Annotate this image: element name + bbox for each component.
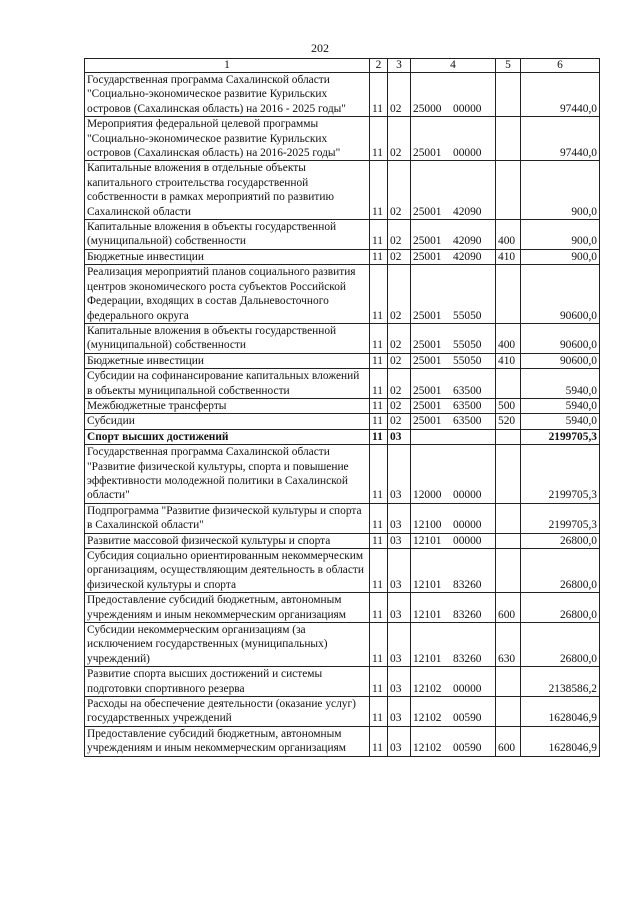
row-subsection-code: 03 [388,697,411,727]
row-target-article [411,249,496,264]
row-subsection-code: 03 [388,429,411,444]
row-name: Субсидии некоммерческим организациям (за исключением государственных (муниципальных) учреждений) [85,623,370,667]
row-subsection-code: 03 [388,549,411,593]
row-subsection-code: 03 [388,593,411,623]
row-subsection-code: 03 [388,623,411,667]
row-subsection-code: 02 [388,398,411,413]
row-target-article-program: 25001 [413,205,442,218]
row-expense-type [496,161,521,220]
table-row [85,249,600,264]
row-subsection-code: 03 [388,667,411,697]
row-section-code: 11 [370,73,388,117]
row-expense-type: 500 [496,398,521,413]
row-section-code: 11 [370,429,388,444]
row-amount: 2199705,3 [521,445,600,504]
row-amount: 1628046,9 [521,697,600,727]
row-amount: 26800,0 [521,623,600,667]
row-target-article [411,549,496,593]
row-amount: 900,0 [521,220,600,250]
row-subsection-code: 02 [388,323,411,353]
row-section-code: 11 [370,414,388,429]
row-name: Реализация мероприятий планов социального развития центров экономического роста субъектов Российской Федерации, входящих в состав Дальневосточного федерального округа [85,265,370,324]
row-name: Субсидии [85,414,370,429]
row-target-article-program: 12102 [413,742,442,755]
row-section-code: 11 [370,265,388,324]
table-row [85,161,600,220]
row-expense-type [496,503,521,533]
row-target-article-program: 25001 [413,399,442,412]
row-target-article [411,429,496,444]
row-target-article-direction: 83260 [453,578,482,591]
row-target-article-direction: 55050 [453,339,482,352]
row-target-article [411,220,496,250]
row-target-article [411,726,496,756]
row-target-article [411,353,496,368]
row-subsection-code: 02 [388,73,411,117]
row-target-article-program: 25001 [413,354,442,367]
row-target-article-program: 12100 [413,519,442,532]
row-amount: 2199705,3 [521,503,600,533]
row-subsection-code: 02 [388,161,411,220]
row-name: Мероприятия федеральной целевой программы "Социально-экономическое развитие Курильских островов (Сахалинская область) на 2016-2025 годы" [85,117,370,161]
row-target-article [411,323,496,353]
row-subsection-code: 02 [388,265,411,324]
row-expense-type: 600 [496,726,521,756]
row-expense-type [496,265,521,324]
row-subsection-code: 02 [388,249,411,264]
row-section-code: 11 [370,503,388,533]
row-section-code: 11 [370,697,388,727]
column-header: 5 [496,59,521,73]
column-header: 6 [521,59,600,73]
row-name: Капитальные вложения в объекты государственной (муниципальной) собственности [85,220,370,250]
row-target-article [411,369,496,399]
row-name: Развитие массовой физической культуры и спорта [85,533,370,548]
row-name: Капитальные вложения в объекты государственной (муниципальной) собственности [85,323,370,353]
row-target-article-program: 12101 [413,608,442,621]
table-row [85,73,600,117]
row-amount: 5940,0 [521,398,600,413]
row-target-article [411,667,496,697]
table-row [85,726,600,756]
table-row [85,353,600,368]
table-row [85,414,600,429]
row-section-code: 11 [370,623,388,667]
row-section-code: 11 [370,593,388,623]
row-section-code: 11 [370,549,388,593]
row-target-article-program: 25001 [413,384,442,397]
table-row [85,503,600,533]
row-target-article [411,533,496,548]
row-subsection-code: 03 [388,533,411,548]
row-target-article-program: 12101 [413,652,442,665]
row-subsection-code: 03 [388,445,411,504]
column-header: 1 [85,59,370,73]
row-target-article-direction: 83260 [453,608,482,621]
row-expense-type [496,73,521,117]
row-expense-type: 400 [496,323,521,353]
row-name: Государственная программа Сахалинской области "Социально-экономическое развитие Курильских островов (Сахалинская область) на 2016 - 2025 годы" [85,73,370,117]
row-target-article-program: 12101 [413,534,442,547]
row-name: Спорт высших достижений [85,429,370,444]
row-target-article-direction: 63500 [453,399,482,412]
row-target-article-direction: 63500 [453,415,482,428]
row-expense-type [496,533,521,548]
table-row [85,429,600,444]
row-target-article-program: 25001 [413,250,442,263]
row-target-article-program: 25001 [413,235,442,248]
row-expense-type [496,667,521,697]
row-target-article-direction: 55050 [453,354,482,367]
table-row [85,445,600,504]
row-section-code: 11 [370,220,388,250]
row-section-code: 11 [370,353,388,368]
table-body [85,59,600,757]
row-target-article [411,445,496,504]
row-section-code: 11 [370,726,388,756]
row-target-article-direction: 00590 [453,712,482,725]
row-name: Бюджетные инвестиции [85,353,370,368]
row-target-article-direction: 63500 [453,384,482,397]
row-amount: 2199705,3 [521,429,600,444]
row-subsection-code: 02 [388,220,411,250]
row-section-code: 11 [370,161,388,220]
row-expense-type: 410 [496,353,521,368]
row-target-article-direction: 00000 [453,489,482,502]
row-amount: 90600,0 [521,265,600,324]
row-section-code: 11 [370,323,388,353]
row-target-article [411,73,496,117]
column-header: 4 [411,59,496,73]
row-name: Субсидия социально ориентированным некоммерческим организациям, осуществляющим деятельность в области физической культуры и спорта [85,549,370,593]
row-amount: 1628046,9 [521,726,600,756]
row-section-code: 11 [370,445,388,504]
table-row [85,533,600,548]
table-row [85,697,600,727]
row-subsection-code: 03 [388,726,411,756]
row-target-article-program: 25000 [413,102,442,115]
table-row [85,667,600,697]
row-name: Предоставление субсидий бюджетным, автономным учреждениям и иным некоммерческим организациям [85,593,370,623]
column-header: 2 [370,59,388,73]
row-amount: 26800,0 [521,549,600,593]
row-target-article [411,265,496,324]
row-subsection-code: 02 [388,414,411,429]
row-name: Субсидии на софинансирование капитальных вложений в объекты муниципальной собственности [85,369,370,399]
row-amount: 97440,0 [521,73,600,117]
table-row [85,398,600,413]
row-amount: 26800,0 [521,533,600,548]
row-target-article-program: 12102 [413,712,442,725]
row-amount: 26800,0 [521,593,600,623]
row-target-article [411,697,496,727]
table-row [85,369,600,399]
row-target-article [411,414,496,429]
row-expense-type: 520 [496,414,521,429]
column-header: 3 [388,59,411,73]
row-target-article [411,503,496,533]
table-row [85,623,600,667]
row-target-article-program: 25001 [413,147,442,160]
row-target-article-program: 25001 [413,309,442,322]
row-target-article-direction: 00000 [453,682,482,695]
row-target-article-program: 12101 [413,578,442,591]
row-expense-type [496,549,521,593]
row-name: Подпрограмма "Развитие физической культуры и спорта в Сахалинской области" [85,503,370,533]
row-expense-type [496,697,521,727]
row-subsection-code: 02 [388,117,411,161]
row-target-article-direction: 00000 [453,534,482,547]
row-target-article-direction: 00000 [453,102,482,115]
row-expense-type: 410 [496,249,521,264]
row-amount: 5940,0 [521,414,600,429]
row-name: Предоставление субсидий бюджетным, автономным учреждениям и иным некоммерческим организациям [85,726,370,756]
row-subsection-code: 03 [388,503,411,533]
row-target-article-program: 12000 [413,489,442,502]
row-section-code: 11 [370,398,388,413]
table-row [85,549,600,593]
row-name: Межбюджетные трансферты [85,398,370,413]
row-amount: 5940,0 [521,369,600,399]
row-target-article-program: 25001 [413,415,442,428]
row-expense-type: 400 [496,220,521,250]
row-section-code: 11 [370,249,388,264]
row-name: Бюджетные инвестиции [85,249,370,264]
row-target-article-direction: 42090 [453,205,482,218]
row-amount: 90600,0 [521,323,600,353]
row-subsection-code: 02 [388,369,411,399]
row-target-article-direction: 83260 [453,652,482,665]
row-subsection-code: 02 [388,353,411,368]
row-expense-type [496,445,521,504]
row-name: Развитие спорта высших достижений и системы подготовки спортивного резерва [85,667,370,697]
table-row [85,593,600,623]
row-name: Капитальные вложения в отдельные объекты капитального строительства государственной собственности в рамках мероприятий по развитию Сахалинской области [85,161,370,220]
row-target-article-direction: 00000 [453,147,482,160]
table-row [85,323,600,353]
row-target-article [411,398,496,413]
row-expense-type [496,429,521,444]
row-amount: 90600,0 [521,353,600,368]
row-section-code: 11 [370,369,388,399]
table-header-row [85,59,600,73]
row-target-article-program: 12102 [413,682,442,695]
row-target-article-direction: 00000 [453,519,482,532]
row-amount: 900,0 [521,249,600,264]
row-target-article-program: 25001 [413,339,442,352]
row-section-code: 11 [370,667,388,697]
table-row [85,117,600,161]
row-expense-type [496,369,521,399]
row-amount: 2138586,2 [521,667,600,697]
row-amount: 97440,0 [521,117,600,161]
row-target-article [411,161,496,220]
row-expense-type [496,117,521,161]
row-expense-type: 630 [496,623,521,667]
row-target-article [411,117,496,161]
table-row [85,220,600,250]
row-section-code: 11 [370,117,388,161]
row-section-code: 11 [370,533,388,548]
row-target-article [411,623,496,667]
row-target-article [411,593,496,623]
budget-table [84,58,600,757]
row-target-article-direction: 42090 [453,235,482,248]
row-expense-type: 600 [496,593,521,623]
row-amount: 900,0 [521,161,600,220]
row-name: Государственная программа Сахалинской области "Развитие физической культуры, спорта и повышение эффективности молодежной политики в Сахалинской области" [85,445,370,504]
row-name: Расходы на обеспечение деятельности (оказание услуг) государственных учреждений [85,697,370,727]
row-target-article-direction: 00590 [453,742,482,755]
row-target-article-direction: 55050 [453,309,482,322]
row-target-article-direction: 42090 [453,250,482,263]
table-row [85,265,600,324]
page-number: 202 [311,41,329,55]
